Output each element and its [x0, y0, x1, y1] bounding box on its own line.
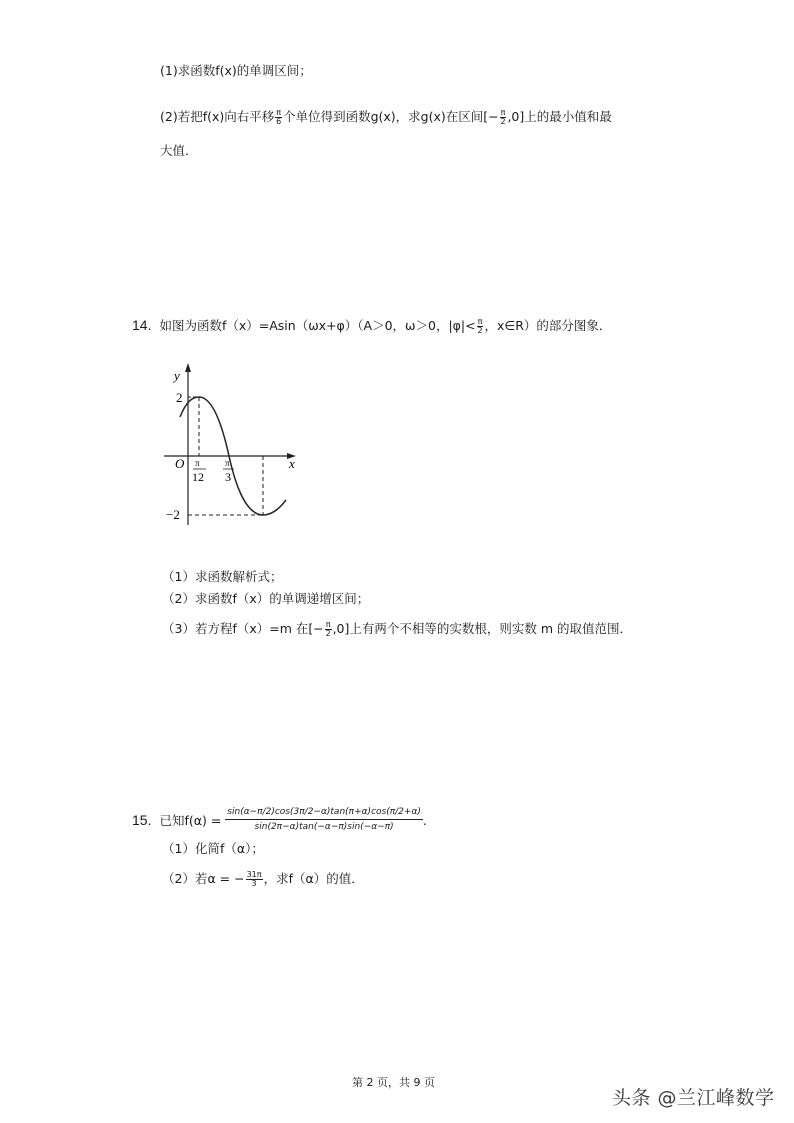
q15-part2-text-b: ，求f（α）的值． [263, 871, 364, 886]
sine-graph [150, 360, 310, 530]
frac-bottom: 2 [477, 326, 483, 335]
q13-part2-text-a: (2)若把f(x)向右平移 [160, 109, 275, 124]
q15-fraction [225, 806, 423, 833]
frac-bottom: 3 [251, 879, 257, 888]
frac-bottom: 2 [500, 117, 506, 126]
q15-part2-text-a: （2）若α = − [162, 871, 245, 886]
watermark: 头条 @兰江峰数学 [612, 1087, 775, 1109]
fraction-pi-2 [477, 318, 484, 335]
frac-bottom: 2 [325, 629, 331, 638]
frac-top: π [276, 108, 282, 117]
y-max-label: 2 [176, 390, 183, 405]
q13-part2 [160, 108, 612, 126]
q14-part3 [162, 620, 632, 638]
q13-part2-text-d: 大值． [160, 143, 198, 158]
q14-part3-text-b: ,0]上有两个不相等的实数根，则实数 m 的取值范围． [332, 621, 632, 636]
fraction-pi-6 [275, 109, 282, 126]
tick-pi-12-bottom: 12 [192, 470, 204, 484]
q13-part1 [160, 62, 312, 80]
q15-numerator: sin(α−π/2)cos(3π/2−α)tan(π+α)cos(π/2+α) [225, 806, 423, 820]
q14-stem [132, 316, 611, 335]
q14-part3-text-a: （3）若方程f（x）=m 在[− [162, 621, 324, 636]
frac-top: π [500, 108, 506, 117]
q14-part1 [162, 568, 282, 586]
frac-top: π [477, 317, 483, 326]
tick-pi-3-bottom: 3 [225, 470, 231, 484]
fraction-31pi-3 [246, 871, 263, 888]
tick-pi-3-top: π [225, 458, 230, 468]
q14-part2-text: （2）求函数f（x）的单调递增区间； [162, 591, 370, 606]
fraction-pi-2 [325, 621, 332, 638]
q14-stem-text-a: 如图为函数f（x）=Asin（ωx+φ）（A＞0，ω＞0，|φ|< [159, 318, 476, 333]
q15-stem-end: . [422, 813, 427, 828]
q13-part2-cont [160, 142, 198, 160]
x-axis-label: x [289, 456, 295, 471]
q15-part1 [162, 840, 264, 858]
frac-top: 31π [246, 870, 262, 879]
q15-denominator: sin(2π−α)tan(−α−π)sin(−α−π) [254, 822, 394, 832]
y-min-label: −2 [166, 507, 180, 522]
fraction-pi-2 [500, 109, 507, 126]
q14-part1-text: （1）求函数解析式； [162, 569, 283, 584]
q15-stem [132, 808, 427, 835]
q13-part1-text: (1)求函数f(x)的单调区间； [160, 63, 312, 78]
q13-part2-text-b: 个单位得到函数g(x)，求g(x)在区间[− [283, 109, 499, 124]
q15-stem-text: 已知f(α) = [159, 813, 222, 828]
page-footer: 第 2 页，共 9 页 [352, 1076, 435, 1089]
frac-bottom: 6 [276, 117, 282, 126]
question-number: 14. [132, 317, 152, 333]
q15-part1-text: （1）化简f（α）； [162, 841, 264, 856]
y-axis-arrow-icon [185, 363, 191, 372]
q13-part2-text-c: ,0]上的最小值和最 [507, 109, 612, 124]
y-axis-label: y [174, 368, 180, 383]
question-number: 15. [132, 812, 152, 828]
q14-part2 [162, 590, 369, 608]
q14-stem-text-b: ，x∈R）的部分图象． [484, 318, 612, 333]
q15-part2 [162, 870, 364, 888]
frac-top: π [325, 620, 331, 629]
tick-pi-12-top: π [195, 458, 200, 468]
origin-label: O [175, 456, 185, 471]
